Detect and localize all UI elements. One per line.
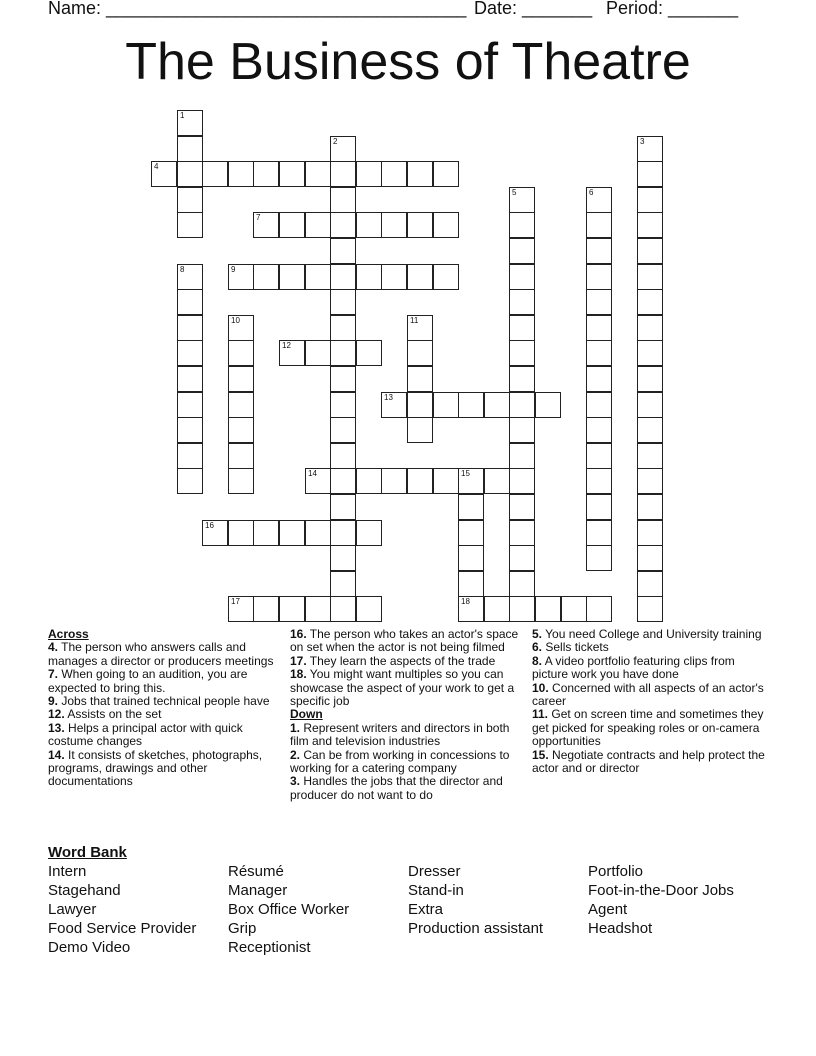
clue-text: Negotiate contracts and help protect the actor and or director	[532, 747, 765, 776]
crossword-cell[interactable]	[586, 340, 612, 366]
down-clue	[532, 641, 768, 654]
crossword-cell[interactable]	[458, 571, 484, 597]
crossword-cell[interactable]	[484, 468, 510, 494]
clue-text: Concerned with all aspects of an actor's career	[532, 680, 764, 709]
crossword-cell[interactable]	[177, 110, 203, 136]
word-bank-item: Manager	[228, 882, 288, 899]
word-bank-item: Lawyer	[48, 901, 97, 918]
crossword-cell[interactable]	[330, 161, 356, 187]
crossword-cell[interactable]	[484, 596, 510, 622]
crossword-cell[interactable]	[177, 366, 203, 392]
crossword-cell[interactable]	[356, 468, 382, 494]
crossword-cell[interactable]	[253, 596, 279, 622]
crossword-cell[interactable]	[637, 238, 663, 264]
crossword-cell[interactable]	[586, 212, 612, 238]
clue-column-2	[290, 628, 528, 802]
crossword-cell[interactable]	[586, 520, 612, 546]
crossword-cell[interactable]	[305, 212, 331, 238]
clue-text: When going to an audition, you are expected to bring this.	[48, 667, 248, 695]
clue-number: 14	[308, 469, 317, 478]
crossword-cell[interactable]	[509, 443, 535, 469]
crossword-cell[interactable]	[509, 187, 535, 213]
clue-number-label: 5.	[532, 627, 543, 641]
crossword-cell[interactable]	[330, 468, 356, 494]
across-clue	[48, 695, 278, 708]
crossword-cell[interactable]	[305, 468, 331, 494]
clue-text: Handles the jobs that the director and producer do not want to do	[290, 774, 503, 802]
crossword-cell[interactable]	[509, 571, 535, 597]
word-bank-item: Production assistant	[408, 920, 544, 937]
word-bank-item: Headshot	[588, 920, 653, 937]
crossword-cell[interactable]	[407, 315, 433, 341]
crossword-cell[interactable]	[407, 366, 433, 392]
crossword-cell[interactable]	[407, 161, 433, 187]
crossword-cell[interactable]	[330, 571, 356, 597]
clue-number: 11	[410, 316, 419, 325]
clue-number-label: 14.	[48, 747, 65, 762]
crossword-cell[interactable]	[637, 212, 663, 238]
crossword-cell[interactable]	[330, 417, 356, 443]
crossword-cell[interactable]	[586, 187, 612, 213]
crossword-cell[interactable]	[637, 289, 663, 315]
across-clue	[290, 628, 528, 655]
crossword-cell[interactable]	[509, 468, 535, 494]
crossword-cell[interactable]	[177, 315, 203, 341]
crossword-cell[interactable]	[509, 520, 535, 546]
crossword-cell[interactable]	[330, 264, 356, 290]
across-clue	[48, 722, 278, 749]
crossword-cell[interactable]	[330, 443, 356, 469]
clue-text: You need College and University training	[542, 627, 762, 641]
clue-number: 16	[205, 521, 214, 530]
clue-text: Assists on the set	[64, 707, 162, 722]
crossword-cell[interactable]	[177, 136, 203, 162]
crossword-cell[interactable]	[151, 161, 177, 187]
clue-text: The person who takes an actor's space on set when the actor is not being filmed	[290, 627, 519, 655]
clue-number: 15	[461, 469, 470, 478]
crossword-cell[interactable]	[305, 520, 331, 546]
crossword-cell[interactable]	[586, 443, 612, 469]
clue-number: 13	[384, 393, 393, 402]
clue-number: 9	[231, 265, 236, 274]
clue-number-label: 2.	[290, 747, 301, 762]
crossword-cell[interactable]	[177, 468, 203, 494]
crossword-cell[interactable]	[637, 494, 663, 520]
crossword-cell[interactable]	[637, 417, 663, 443]
clue-text: Represent writers and directors in both film and television industries	[290, 720, 510, 749]
clue-number-label: 4.	[48, 640, 59, 655]
crossword-cell[interactable]	[305, 340, 331, 366]
crossword-cell[interactable]	[586, 289, 612, 315]
across-clue	[48, 749, 278, 789]
clue-number: 8	[180, 265, 185, 274]
clue-number-label: 13.	[48, 720, 65, 735]
across-clue	[290, 655, 528, 668]
crossword-cell[interactable]	[177, 392, 203, 418]
clue-number-label: 12.	[48, 707, 65, 722]
crossword-cell[interactable]	[433, 392, 459, 418]
clue-number-label: 3.	[290, 774, 301, 789]
crossword-cell[interactable]	[509, 238, 535, 264]
crossword-cell[interactable]	[253, 161, 279, 187]
crossword-cell[interactable]	[637, 136, 663, 162]
clue-text: Can be from working in concessions to working for a catering company	[290, 747, 510, 776]
crossword-cell[interactable]	[202, 520, 228, 546]
crossword-cell[interactable]	[356, 340, 382, 366]
crossword-cell[interactable]	[177, 264, 203, 290]
down-clue	[290, 722, 528, 749]
crossword-cell[interactable]	[305, 264, 331, 290]
crossword-cell[interactable]	[458, 392, 484, 418]
crossword-cell[interactable]	[586, 494, 612, 520]
clue-number: 3	[640, 137, 645, 146]
crossword-cell[interactable]	[330, 136, 356, 162]
crossword-cell[interactable]	[535, 596, 561, 622]
crossword-cell[interactable]	[330, 545, 356, 571]
crossword-cell[interactable]	[177, 443, 203, 469]
crossword-cell[interactable]	[330, 392, 356, 418]
clue-text: Jobs that trained technical people have	[58, 694, 270, 709]
crossword-cell[interactable]	[330, 366, 356, 392]
clue-number-label: 10.	[532, 680, 549, 695]
crossword-cell[interactable]	[381, 468, 407, 494]
crossword-cell[interactable]	[356, 520, 382, 546]
crossword-cell[interactable]	[586, 596, 612, 622]
crossword-cell[interactable]	[330, 520, 356, 546]
crossword-cell[interactable]	[202, 161, 228, 187]
crossword-cell[interactable]	[433, 264, 459, 290]
crossword-cell[interactable]	[177, 417, 203, 443]
crossword-cell[interactable]	[509, 417, 535, 443]
clue-text: You might want multiples so you can showcase the aspect of your work to get a specific job	[290, 667, 515, 709]
crossword-cell[interactable]	[330, 187, 356, 213]
crossword-cell[interactable]	[407, 468, 433, 494]
crossword-cell[interactable]	[228, 340, 254, 366]
crossword-cell[interactable]	[330, 494, 356, 520]
down-clue	[532, 682, 768, 709]
crossword-cell[interactable]	[509, 264, 535, 290]
crossword-cell[interactable]	[637, 315, 663, 341]
word-bank-item: Résumé	[228, 863, 284, 880]
word-bank-item: Stand-in	[408, 882, 464, 899]
crossword-cell[interactable]	[279, 212, 305, 238]
across-clue	[48, 708, 278, 721]
crossword-cell[interactable]	[637, 468, 663, 494]
crossword-cell[interactable]	[407, 212, 433, 238]
crossword-cell[interactable]	[637, 161, 663, 187]
word-bank-item: Dresser	[408, 863, 461, 880]
crossword-cell[interactable]	[637, 340, 663, 366]
crossword-cell[interactable]	[561, 596, 587, 622]
clue-text: Sells tickets	[542, 640, 609, 655]
crossword-cell[interactable]	[356, 264, 382, 290]
clue-number-label: 15.	[532, 747, 549, 762]
period-field[interactable]: Period: _______	[606, 0, 739, 18]
crossword-cell[interactable]	[253, 264, 279, 290]
clue-column-1	[48, 628, 278, 789]
crossword-cell[interactable]	[228, 366, 254, 392]
crossword-cell[interactable]	[228, 596, 254, 622]
crossword-cell[interactable]	[177, 340, 203, 366]
clue-number-label: 11.	[532, 707, 549, 722]
crossword-cell[interactable]	[407, 264, 433, 290]
across-clue	[48, 641, 278, 668]
clue-number-label: 17.	[290, 653, 307, 668]
clue-number: 17	[231, 597, 240, 606]
clue-number-label: 7.	[48, 667, 59, 682]
crossword-cell[interactable]	[586, 366, 612, 392]
clue-number-label: 9.	[48, 694, 59, 709]
crossword-cell[interactable]	[509, 289, 535, 315]
crossword-cell[interactable]	[228, 392, 254, 418]
crossword-cell[interactable]	[253, 520, 279, 546]
clue-text: They learn the aspects of the trade	[306, 653, 496, 668]
crossword-cell[interactable]	[637, 443, 663, 469]
crossword-cell[interactable]	[458, 520, 484, 546]
word-bank-item: Grip	[228, 920, 257, 937]
crossword-cell[interactable]	[433, 468, 459, 494]
clue-text: The person who answers calls and manages a director or producers meetings	[48, 640, 274, 668]
word-bank-item: Stagehand	[48, 882, 121, 899]
clue-text: Helps a principal actor with quick costume changes	[48, 720, 243, 749]
clue-column-3	[532, 628, 768, 775]
crossword-cell[interactable]	[458, 596, 484, 622]
crossword-cell[interactable]	[458, 468, 484, 494]
down-clue	[532, 708, 768, 748]
clue-text: It consists of sketches, photographs, programs, drawings and other documentations	[48, 747, 263, 789]
crossword-cell[interactable]	[458, 494, 484, 520]
crossword-cell[interactable]	[637, 571, 663, 597]
across-heading: Across	[48, 627, 89, 641]
clue-number: 18	[461, 597, 470, 606]
crossword-cell[interactable]	[305, 161, 331, 187]
crossword-cell[interactable]	[330, 315, 356, 341]
crossword-cell[interactable]	[586, 468, 612, 494]
crossword-cell[interactable]	[586, 315, 612, 341]
crossword-cell[interactable]	[381, 212, 407, 238]
down-heading: Down	[290, 707, 323, 722]
crossword-cell[interactable]	[356, 596, 382, 622]
crossword-cell[interactable]	[484, 392, 510, 418]
crossword-cell[interactable]	[509, 212, 535, 238]
crossword-cell[interactable]	[407, 392, 433, 418]
crossword-cell[interactable]	[586, 392, 612, 418]
down-clue	[532, 655, 768, 682]
word-bank-item: Extra	[408, 901, 444, 918]
crossword-cell[interactable]	[330, 212, 356, 238]
crossword-cell[interactable]	[637, 520, 663, 546]
crossword-cell[interactable]	[228, 264, 254, 290]
down-clue	[532, 749, 768, 776]
date-field[interactable]: Date: _______	[474, 0, 593, 18]
crossword-cell[interactable]	[458, 545, 484, 571]
word-bank-title: Word Bank	[48, 844, 127, 861]
word-bank-item: Portfolio	[588, 863, 644, 880]
word-bank-item: Foot-in-the-Door Jobs	[588, 882, 734, 899]
crossword-cell[interactable]	[509, 494, 535, 520]
crossword-cell[interactable]	[177, 289, 203, 315]
crossword-cell[interactable]	[228, 417, 254, 443]
down-clue	[290, 775, 528, 802]
crossword-cell[interactable]	[586, 545, 612, 571]
clue-number: 2	[333, 137, 338, 146]
word-bank-item: Receptionist	[228, 939, 311, 956]
crossword-cell[interactable]	[509, 340, 535, 366]
down-clue	[532, 628, 768, 641]
clue-number: 4	[154, 162, 159, 171]
clue-number: 12	[282, 341, 291, 350]
crossword-cell[interactable]	[381, 264, 407, 290]
word-bank-item: Intern	[48, 863, 87, 880]
crossword-cell[interactable]	[279, 161, 305, 187]
crossword-cell[interactable]	[330, 238, 356, 264]
down-clue	[290, 749, 528, 776]
crossword-cell[interactable]	[279, 520, 305, 546]
word-bank-item: Box Office Worker	[228, 901, 350, 918]
crossword-cell[interactable]	[509, 596, 535, 622]
word-bank-item: Agent	[588, 901, 628, 918]
crossword-cell[interactable]	[330, 289, 356, 315]
crossword-cell[interactable]	[586, 238, 612, 264]
crossword-cell[interactable]	[253, 212, 279, 238]
crossword-cell[interactable]	[535, 392, 561, 418]
crossword-cell[interactable]	[279, 596, 305, 622]
crossword-cell[interactable]	[228, 468, 254, 494]
word-bank-item: Demo Video	[48, 939, 131, 956]
crossword-cell[interactable]	[407, 340, 433, 366]
crossword-cell[interactable]	[637, 545, 663, 571]
clue-number-label: 8.	[532, 653, 543, 668]
crossword-cell[interactable]	[177, 212, 203, 238]
across-clue	[48, 668, 278, 695]
crossword-cell[interactable]	[279, 264, 305, 290]
crossword-cell[interactable]	[509, 315, 535, 341]
crossword-cell[interactable]	[228, 315, 254, 341]
crossword-cell[interactable]	[305, 596, 331, 622]
crossword-cell[interactable]	[228, 520, 254, 546]
clue-number-label: 16.	[290, 627, 307, 641]
word-bank-item: Food Service Provider	[48, 920, 197, 937]
crossword-cell[interactable]	[509, 545, 535, 571]
clue-number-label: 1.	[290, 720, 301, 735]
crossword-cell[interactable]	[330, 340, 356, 366]
clue-number: 6	[589, 188, 594, 197]
crossword-cell[interactable]	[509, 366, 535, 392]
name-field[interactable]: Name: ____________________________________	[48, 0, 467, 18]
crossword-cell[interactable]	[381, 392, 407, 418]
clue-text: A video portfolio featuring clips from picture work you have done	[532, 653, 735, 682]
crossword-cell[interactable]	[586, 417, 612, 443]
crossword-cell[interactable]	[637, 392, 663, 418]
crossword-cell[interactable]	[433, 161, 459, 187]
crossword-cell[interactable]	[586, 264, 612, 290]
crossword-cell[interactable]	[356, 212, 382, 238]
crossword-cell[interactable]	[228, 161, 254, 187]
clue-number: 10	[231, 316, 240, 325]
clue-number-label: 6.	[532, 640, 543, 655]
clue-number-label: 18.	[290, 667, 307, 682]
crossword-cell[interactable]	[356, 161, 382, 187]
crossword-cell[interactable]	[407, 417, 433, 443]
crossword-cell[interactable]	[381, 161, 407, 187]
crossword-cell[interactable]	[279, 340, 305, 366]
clue-text: Get on screen time and sometimes they get picked for speaking roles or on-camera opportunities	[532, 707, 764, 749]
crossword-cell[interactable]	[177, 187, 203, 213]
across-clue	[290, 668, 528, 708]
crossword-cell[interactable]	[637, 366, 663, 392]
clue-number: 1	[180, 111, 185, 120]
crossword-cell[interactable]	[433, 212, 459, 238]
clue-number: 7	[256, 213, 261, 222]
crossword-cell[interactable]	[330, 596, 356, 622]
crossword-cell[interactable]	[509, 392, 535, 418]
page-title: The Business of Theatre	[125, 33, 691, 91]
crossword-cell[interactable]	[228, 443, 254, 469]
crossword-cell[interactable]	[177, 161, 203, 187]
crossword-cell[interactable]	[637, 187, 663, 213]
crossword-cell[interactable]	[637, 596, 663, 622]
clue-number: 5	[512, 188, 517, 197]
crossword-cell[interactable]	[637, 264, 663, 290]
